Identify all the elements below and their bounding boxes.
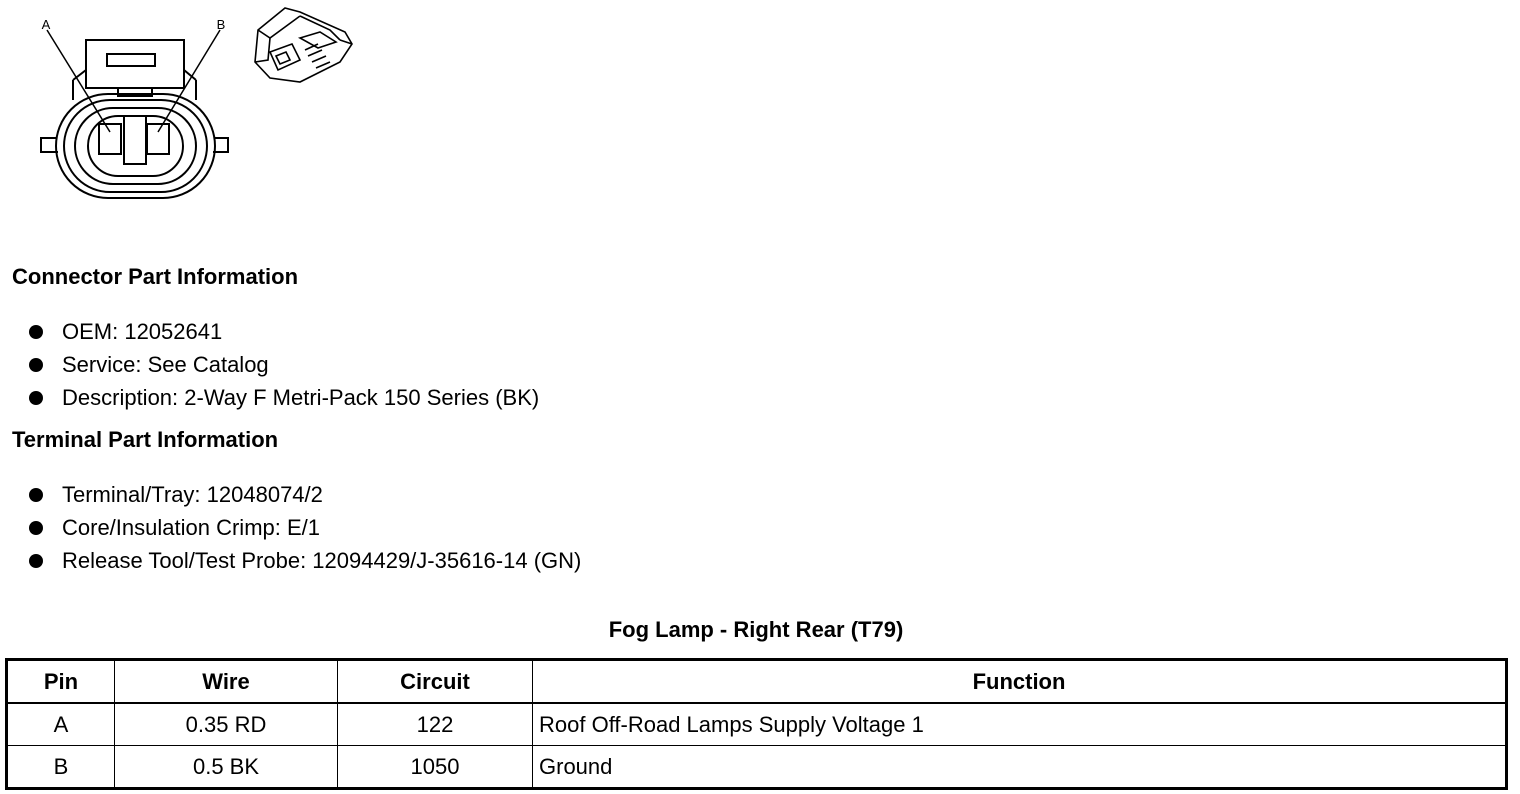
connector-info-heading: Connector Part Information: [12, 264, 299, 289]
list-item: [0, 348, 539, 381]
bullet-icon: [29, 358, 43, 372]
pin-label-b: B: [216, 17, 226, 32]
column-header-function: Function: [533, 660, 1507, 704]
column-header-circuit: Circuit: [338, 660, 533, 704]
connector-description: Description: 2-Way F Metri-Pack 150 Series (BK): [62, 385, 540, 410]
table-header-row: [7, 660, 1507, 704]
bullet-icon: [29, 391, 43, 405]
cavity-b: [147, 124, 169, 154]
cell-wire: 0.35 RD: [115, 703, 338, 746]
list-item: [0, 381, 539, 414]
terminal-info-list: [0, 478, 581, 577]
terminal-release-tool: Release Tool/Test Probe: 12094429/J-35616-14 (GN): [62, 548, 582, 573]
bullet-icon: [29, 521, 43, 535]
connector-latch: [86, 40, 184, 88]
connector-service: Service: See Catalog: [62, 352, 269, 377]
connector-isometric-sketch: [255, 8, 352, 82]
bullet-icon: [29, 325, 43, 339]
cell-wire: 0.5 BK: [115, 746, 338, 789]
bullet-icon: [29, 554, 43, 568]
pinout-table: [5, 658, 1508, 790]
list-item: [0, 315, 539, 348]
cell-function: Ground: [533, 746, 1507, 789]
list-item: [0, 544, 581, 577]
table-row: [7, 746, 1507, 789]
connector-body: [56, 94, 215, 198]
connector-oem: OEM: 12052641: [62, 319, 223, 344]
cell-circuit: 122: [338, 703, 533, 746]
bullet-icon: [29, 488, 43, 502]
terminal-crimp: Core/Insulation Crimp: E/1: [62, 515, 320, 540]
table-title: Fog Lamp - Right Rear (T79): [608, 617, 904, 642]
cell-function: Roof Off-Road Lamps Supply Voltage 1: [533, 703, 1507, 746]
list-item: [0, 478, 581, 511]
terminal-info-heading: Terminal Part Information: [12, 427, 279, 452]
table-row: [7, 703, 1507, 746]
cavity-a: [99, 124, 121, 154]
list-item: [0, 511, 581, 544]
connector-info-list: [0, 315, 539, 414]
column-header-wire: Wire: [115, 660, 338, 704]
pin-label-a: A: [41, 17, 51, 32]
connector-end-view-diagram: [0, 0, 380, 210]
cell-circuit: 1050: [338, 746, 533, 789]
terminal-tray: Terminal/Tray: 12048074/2: [62, 482, 323, 507]
column-header-pin: Pin: [7, 660, 115, 704]
cell-pin: B: [7, 746, 115, 789]
cell-pin: A: [7, 703, 115, 746]
